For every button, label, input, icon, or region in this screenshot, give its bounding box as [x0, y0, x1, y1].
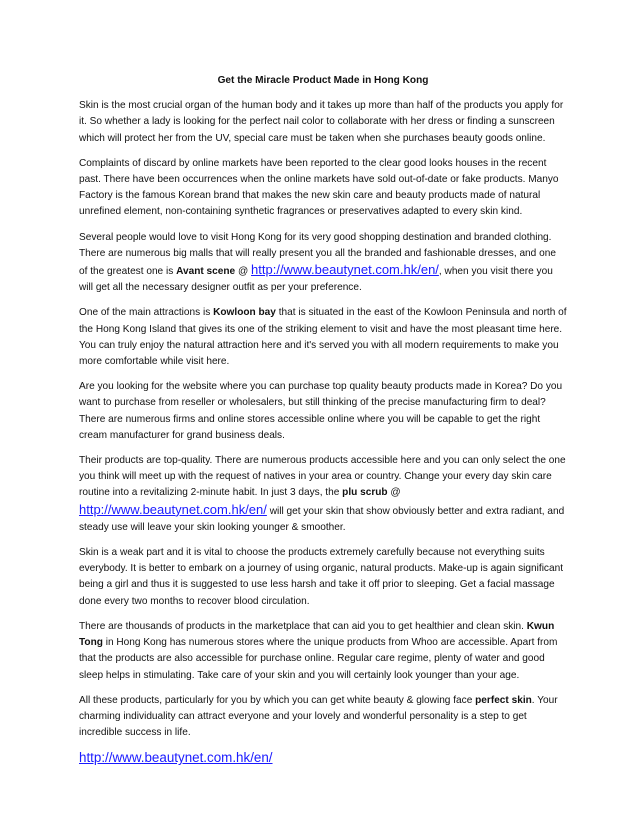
- paragraph-complaints: Complaints of discard by online markets have been reported to the clear good looks houses in the recent past. There have been occurrences when the online markets have sold out-of-date or fake products. Manyo Factory is the famous Korean brand that makes the new skin care and beauty products made of natural unrefined element, non-containing synthetic fragrances or preservatives adapted to every skin kind.: [79, 157, 559, 218]
- paragraph-text: One of the main attractions is: [79, 307, 214, 319]
- paragraph-skin-care: Skin is a weak part and it is vital to choose the products extremely carefully because not everything suits everybody. It is better to embark on a journey of using organic, natural products. Make-up is again significant being a girl and thus it is suggested to use less harsh and take it off prior to sleeping. Get a facial massage done every two months to recover blood circulation.: [79, 547, 564, 607]
- paragraph-marketplace: [79, 619, 567, 684]
- paragraph-text: , when you visit there you will get all the necessary designer outfit as per your preference.: [79, 266, 553, 294]
- bold-term-plu-scrub: plu scrub: [342, 487, 388, 499]
- paragraph-text: will get your skin that show obviously better and extra radiant, and steady use will leave your skin looking younger & smoother.: [79, 505, 565, 533]
- paragraph-shopping: [79, 230, 567, 297]
- bold-term-kowloon-bay: Kowloon bay: [213, 307, 276, 319]
- paragraph-text: @: [387, 487, 401, 499]
- paragraph-attractions: [79, 305, 567, 370]
- paragraph-text: Several people would love to visit Hong Kong for its very good shopping destination and branded clothing. There are numerous big malls that will really present you all the branded and fashionable dresses, and one of the greatest one is: [79, 231, 556, 278]
- paragraph-text: Their products are top-quality. There are numerous products accessible here and you can only select the one you think will meet up with the request of natives in your area or country. Change your every day skin care routine into a revitalizing 2-minute habit. In just 3 days, the: [79, 455, 566, 499]
- beautynet-link[interactable]: http://www.beautynet.com.hk/en/: [251, 262, 439, 278]
- paragraph-products: [79, 453, 567, 536]
- paragraph-conclusion: [79, 693, 567, 742]
- paragraph-text: @: [235, 266, 252, 278]
- document-page: [79, 73, 567, 767]
- bold-term-kwun-tong: Kwun Tong: [79, 620, 555, 649]
- paragraph-website: Are you looking for the website where you can purchase top quality beauty products made in Korea? Do you want to purchase from reseller or wholesalers, but still thinking of the precise manufacturing firm to deal? There are numerous firms and online stores accessible online where you will be capable to get the right cream manufacturer for grand business deals.: [79, 381, 563, 441]
- paragraph-intro: Skin is the most crucial organ of the human body and it takes up more than half of the products you apply for it. So whether a lady is looking for the perfect nail color to collaborate with her dress or finding a sunscreen which will protect her from the UV, special care must be taken when she purchases beauty goods online.: [79, 100, 564, 144]
- paragraph-text: that is situated in the east of the Kowloon Peninsula and north of the Hong Kong Island that gives its one of the striking element to visit and have the most pleasant time here. You can truly enjoy the natural attraction here and it's served you with all modern requirements to make you more comfortable while visit here.: [79, 307, 567, 368]
- bold-term-perfect-skin: perfect skin: [475, 694, 532, 706]
- page-title: Get the Miracle Product Made in Hong Kong: [217, 75, 429, 86]
- footer-beautynet-link[interactable]: http://www.beautynet.com.hk/en/: [79, 750, 273, 766]
- beautynet-link[interactable]: http://www.beautynet.com.hk/en/: [79, 501, 267, 517]
- paragraph-text: All these products, particularly for you by which you can get white beauty & glowing face: [79, 694, 476, 706]
- paragraph-text: . Your charming individuality can attract everyone and your lovely and wonderful personality is a step to get incredible success in life.: [79, 694, 558, 739]
- paragraph-text: There are thousands of products in the marketplace that can aid you to get healthier and clean skin.: [79, 620, 527, 632]
- paragraph-text: in Hong Kong has numerous stores where the unique products from Whoo are accessible. Apart from that the products are also accessible for purchase online. Regular care regime, plenty of water and good sleep helps in stimulating. Take care of your skin and you will certainly look younger than your age.: [79, 637, 558, 681]
- bold-term-avant-scene: Avant scene: [176, 266, 236, 278]
